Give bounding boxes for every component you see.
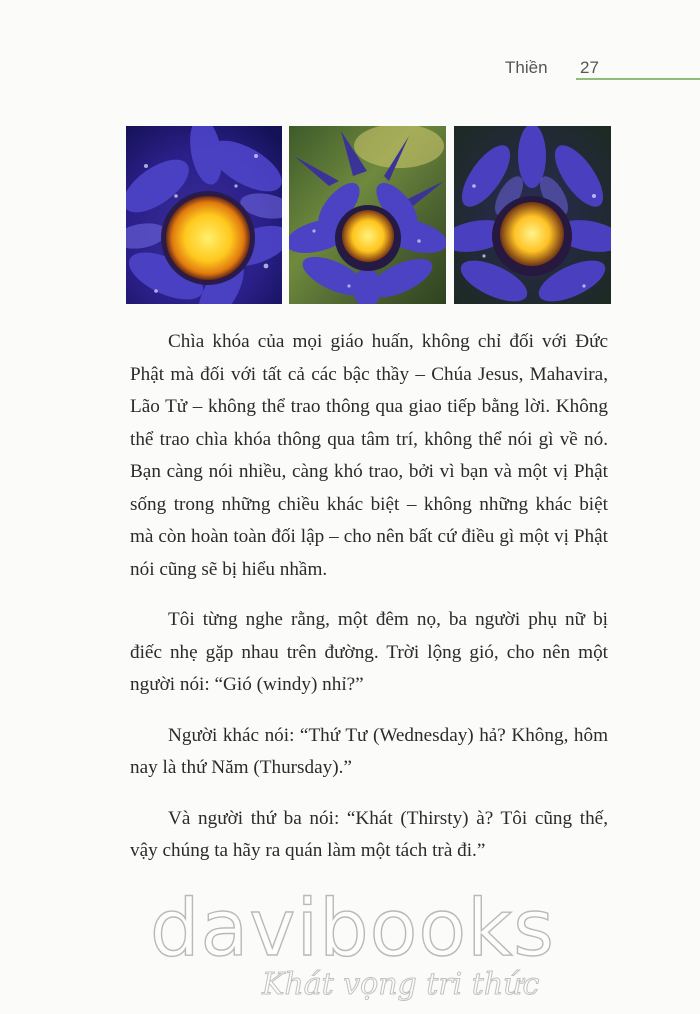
watermark-brand: davibooks (150, 884, 555, 974)
paragraph: Chìa khóa của mọi giáo huấn, không chỉ đối với Đức Phật mà đối với tất cả các bậc thầy – Chúa Jesus, Mahavira, Lão Tử – không thể trao thông qua giao tiếp bằng lời. Không thể trao chìa khóa thông qua tâm trí, không thể nói gì về nó. Bạn càng nói nhiều, càng khó trao, bởi vì bạn và một vị Phật sống trong những chiều khác biệt – không những khác biệt mà còn hoàn toàn đối lập – cho nên bất cứ điều gì một vị Phật nói cũng sẽ bị hiểu nhầm. (130, 331, 608, 580)
paragraph: Và người thứ ba nói: “Khát (Thirsty) à? Tôi cũng thế, vậy chúng ta hãy ra quán làm một tách trà đi.” (130, 807, 608, 861)
lotus-photo-1 (126, 126, 282, 304)
watermark-slogan: Khát vọng tri thức (262, 967, 540, 1002)
body-text (130, 326, 608, 886)
lotus-photo-3 (454, 126, 611, 304)
paragraph: Người khác nói: “Thứ Tư (Wednesday) hả? Không, hôm nay là thứ Năm (Thursday).” (130, 724, 608, 778)
running-header-title: Thiền (505, 58, 548, 77)
header-rule (576, 78, 700, 80)
paragraph: Tôi từng nghe rằng, một đêm nọ, ba người phụ nữ bị điếc nhẹ gặp nhau trên đường. Trời lộng gió, cho nên một người nói: “Gió (windy) nhỉ?” (130, 609, 608, 695)
page-number: 27 (580, 58, 599, 77)
lotus-photo-2 (289, 126, 446, 304)
